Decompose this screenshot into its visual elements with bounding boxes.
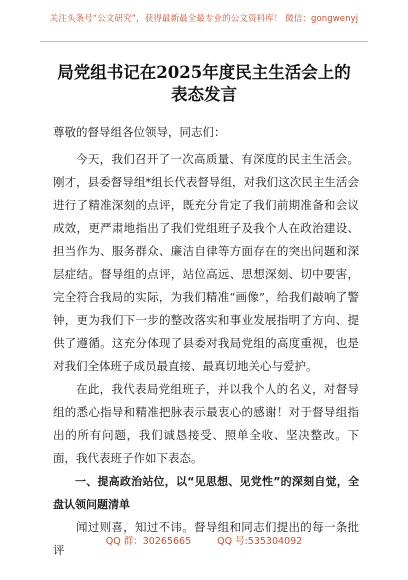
document-body (53, 148, 359, 562)
document-title (20, 62, 388, 106)
salutation: 尊敬的督导组各位领导，同志们： (53, 125, 226, 139)
promo-banner: 关注头条号“公文研究”，获得最新最全最专业的公文资料库！ 微信：gongwenyj (49, 14, 359, 24)
header-divider (40, 41, 368, 42)
body-paragraph: 在此，我代表局党组班子，并以我个人的名义，对督导组的悉心指导和精准把脉表示最衷心的感谢！对于督导组指出的所有问题，我们诚恳接受、照单全收、坚决整改。下面，我代表班子作如下表态。 (53, 382, 359, 465)
qq-number: QQ 号:535304092 (217, 536, 303, 547)
section-heading: 一、提高政治站位，以“见思想、见党性”的深刻自觉，全盘认领问题清单 (53, 475, 359, 511)
body-paragraph: 闻过则喜，知过不讳。督导组和同志们提出的每一条批评 (53, 520, 359, 557)
contact-footer (0, 533, 408, 547)
qq-group: QQ 群：30265665 (105, 536, 192, 547)
title-line-2: 表态发言 (171, 85, 237, 104)
body-paragraph: 今天，我们召开了一次高质量、有深度的民主生活会。刚才，县委督导组*组长代表督导组，对我们这次民主生活会进行了精准深刻的点评，既充分肯定了我们前期准备和会议成效，更严肃地指出了我们党组班子及我个人在政治建设、担当作为、服务群众、廉洁自律等方面存在的突出问题和深层症结。督导组的点评，站位高远、思想深刻、切中要害，完全符合我局的实际，为我们精准“画像”，给我们敲响了警钟，更为我们下一步的整改落实和事业发展指明了方向、提供了遵循。这充分体现了县委对我局党组的高度重视，也是对我们全体班子成员最直接、最真切地关心与爱护。 (53, 152, 359, 373)
title-line-1: 局党组书记在2025年度民主生活会上的 (57, 63, 351, 82)
